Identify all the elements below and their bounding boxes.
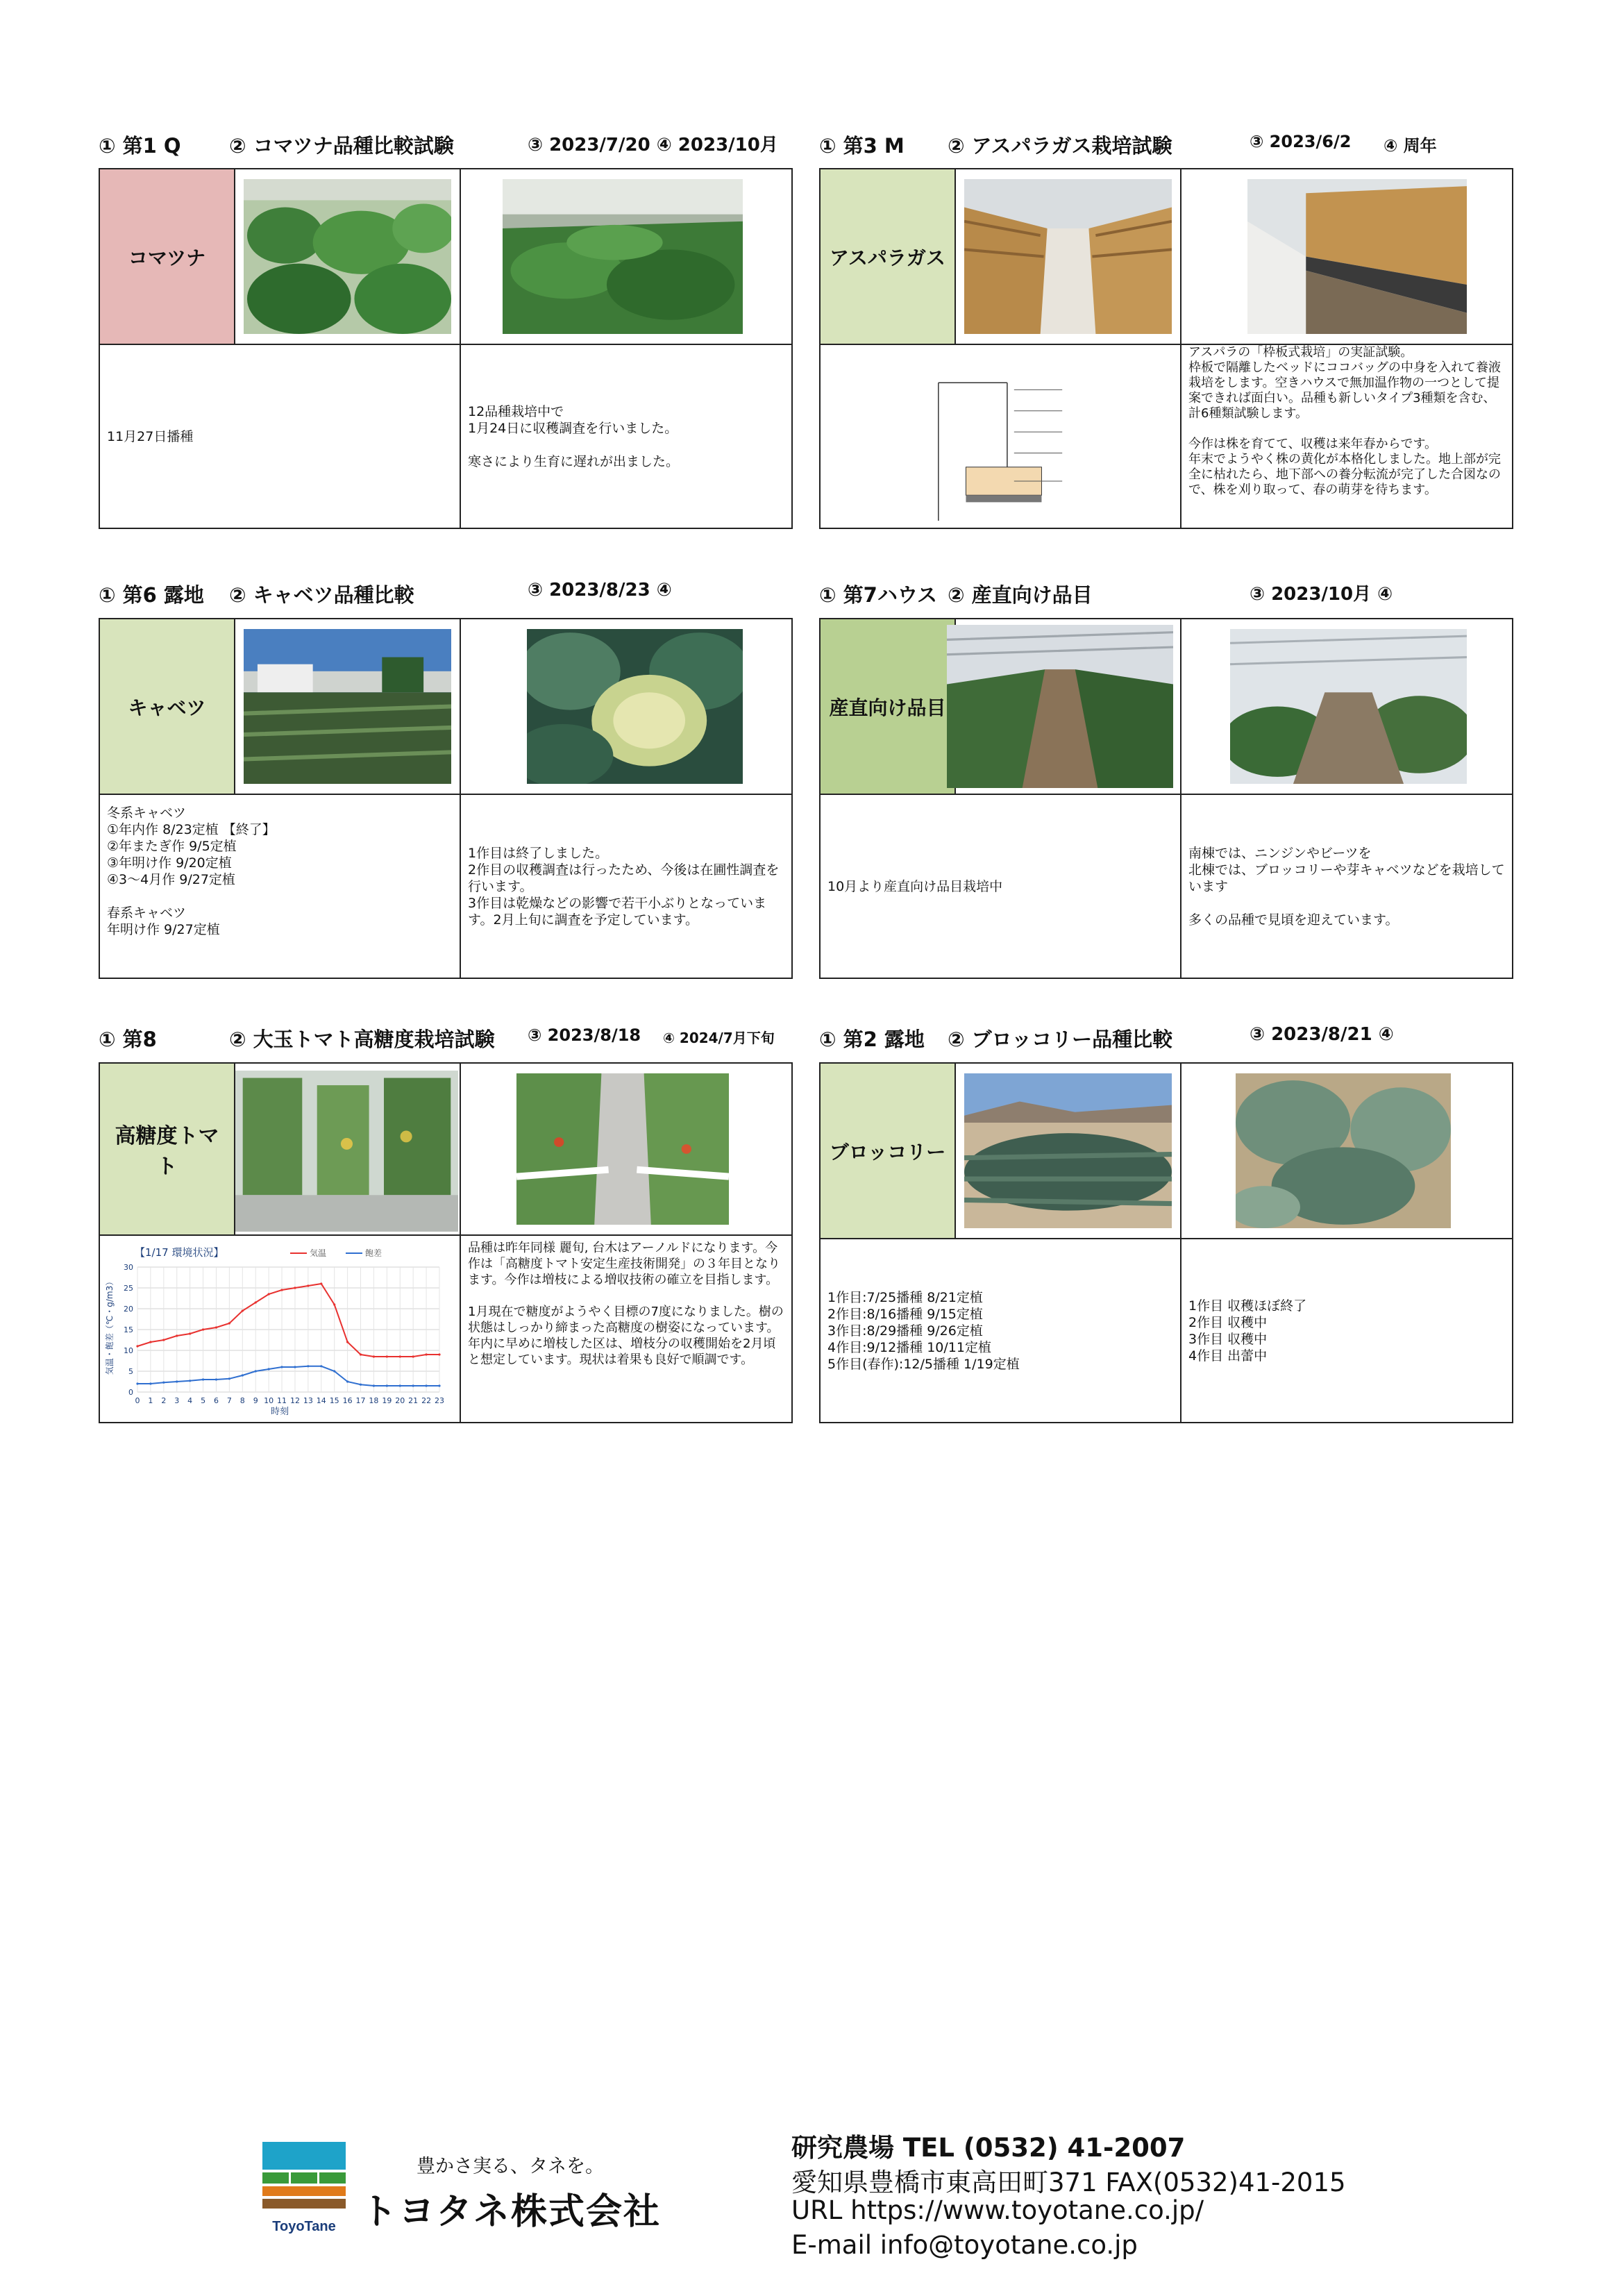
- tomato-photo-2: [516, 1073, 729, 1225]
- panel-number: ① 第8: [99, 1028, 157, 1051]
- panel-dates: ③ 2023/7/20 ④ 2023/10月: [528, 135, 778, 156]
- data-point: [242, 1374, 244, 1376]
- x-tick-label: 7: [226, 1396, 232, 1405]
- data-point: [162, 1339, 165, 1341]
- y-tick-label: 0: [128, 1388, 133, 1397]
- x-tick-label: 10: [264, 1396, 274, 1405]
- data-point: [386, 1384, 388, 1386]
- data-point: [176, 1334, 178, 1336]
- data-point: [255, 1301, 257, 1303]
- data-point: [280, 1366, 283, 1368]
- photo-cell: [235, 1064, 461, 1236]
- data-point: [255, 1370, 257, 1372]
- crop-label: コマツナ: [100, 169, 235, 345]
- data-point: [425, 1353, 427, 1355]
- data-point: [176, 1380, 178, 1382]
- photo-cell: [461, 619, 791, 795]
- data-point: [333, 1303, 335, 1305]
- chart-xlabel: 時刻: [270, 1407, 289, 1417]
- website-url[interactable]: URL https://www.toyotane.co.jp/: [791, 2195, 1204, 2225]
- company-name: トヨタネ株式会社: [361, 2191, 662, 2233]
- x-tick-label: 5: [201, 1396, 206, 1405]
- x-tick-label: 2: [161, 1396, 167, 1405]
- data-point: [149, 1341, 151, 1343]
- data-point: [399, 1355, 401, 1357]
- data-point: [320, 1282, 322, 1284]
- panel-dates: ③ 2023/8/23 ④: [528, 580, 672, 601]
- x-tick-label: 0: [135, 1396, 140, 1405]
- data-point: [346, 1380, 348, 1382]
- panel-number: ① 第1 Q: [99, 134, 181, 158]
- data-point: [320, 1365, 322, 1367]
- panel-number: ① 第3 M: [819, 134, 905, 158]
- data-point: [412, 1384, 414, 1386]
- x-tick-label: 6: [213, 1396, 219, 1405]
- logo-brand: ToyoTane: [272, 2219, 336, 2234]
- photo-cell: [956, 1064, 1181, 1239]
- trial-note: 品種は昨年同様 麗旬, 台木はアーノルドになります。今作は「高糖度トマト安定生産技術開発」の３年目となります。今作は増枝による増収技術の確立を目指します。 1月現在で糖度がようやく目標の7度になりました。樹の状態はしっかり締まった高糖度の樹姿になっています。年内に早めに増枝した区は、増枝分の収穫開始を2月頃と想定しています。現状は着果も良好で順調です。: [468, 1241, 784, 1367]
- farm-phone: 研究農場 TEL (0532) 41-2007: [791, 2133, 1186, 2163]
- x-tick-label: 13: [303, 1396, 313, 1405]
- bed-structure-diagram: [925, 352, 1076, 521]
- photo-cell: [947, 619, 1181, 795]
- data-point: [215, 1326, 217, 1328]
- panel-number: ① 第7ハウス: [819, 583, 937, 607]
- progress-note: 1作目は終了しました。 2作目の収穫調査は行ったため、今後は在圃性調査を行います。 3作目は乾燥などの影響で若干小ぶりとなっています。2月上旬に調査を予定しています。: [468, 845, 780, 928]
- panel-title: ② ブロッコリー品種比較: [948, 1028, 1173, 1051]
- data-point: [386, 1355, 388, 1357]
- panel-broccoli: [819, 1062, 1513, 1423]
- photo-cell: [1181, 169, 1512, 345]
- chart-title: 【1/17 環境状況】: [135, 1246, 224, 1259]
- komatsuna-photo-1: [244, 179, 451, 334]
- asparagus-photo-2: [1247, 179, 1467, 334]
- x-tick-label: 9: [253, 1396, 258, 1405]
- x-tick-label: 16: [342, 1396, 353, 1405]
- data-point: [228, 1322, 230, 1324]
- progress-note: 12品種栽培中で 1月24日に収穫調査を行いました。 寒さにより生育に遅れが出ました。: [468, 403, 680, 469]
- y-tick-label: 30: [124, 1263, 133, 1272]
- data-point: [360, 1384, 362, 1386]
- photo-cell: [235, 619, 461, 795]
- y-tick-label: 25: [124, 1284, 133, 1293]
- panel-dates: ③ 2023/10月 ④: [1250, 584, 1393, 605]
- data-point: [412, 1355, 414, 1357]
- tomato-photo-1: [235, 1071, 458, 1232]
- asparagus-photo-1: [964, 179, 1172, 334]
- legend-label: 気温: [310, 1248, 327, 1258]
- address-fax: 愛知県豊橋市東高田町371 FAX(0532)41-2015: [791, 2168, 1346, 2197]
- y-tick-label: 20: [124, 1305, 133, 1314]
- data-point: [162, 1382, 165, 1384]
- x-tick-label: 8: [239, 1396, 245, 1405]
- panel-tomato: [99, 1062, 793, 1423]
- company-logo: [262, 2142, 346, 2239]
- direct-sales-photo-2: [1230, 629, 1467, 784]
- x-tick-label: 19: [382, 1396, 392, 1405]
- panel-dates: ③ 2023/8/18: [528, 1025, 641, 1045]
- photo-cell: [956, 169, 1181, 345]
- crop-label: ブロッコリー: [821, 1064, 956, 1239]
- data-point: [307, 1365, 309, 1367]
- x-tick-label: 4: [187, 1396, 193, 1405]
- data-point: [189, 1380, 191, 1382]
- data-point: [268, 1368, 270, 1370]
- photo-cell: [461, 169, 791, 345]
- environment-chart-cell: [100, 1236, 461, 1422]
- data-point: [399, 1384, 401, 1386]
- environment-chart: [103, 1239, 457, 1418]
- data-point: [294, 1366, 296, 1368]
- data-point: [202, 1328, 204, 1330]
- data-point: [438, 1353, 440, 1355]
- data-point: [242, 1309, 244, 1312]
- planting-note: 冬系キャベツ ①年内作 8/23定植 【終了】 ②年またぎ作 9/5定植 ③年明け作 9/20定植 ④3～4月作 9/27定植 春系キャベツ 年明け作 9/27定植: [100, 795, 461, 978]
- panel-number: ① 第2 露地: [819, 1028, 925, 1051]
- legend-label: 飽差: [365, 1248, 382, 1258]
- panel-direct-sales: [819, 618, 1513, 979]
- x-tick-label: 17: [355, 1396, 366, 1405]
- panel-title: ② 産直向け品目: [948, 583, 1093, 607]
- data-point: [215, 1378, 217, 1380]
- data-point: [149, 1382, 151, 1384]
- x-tick-label: 23: [435, 1396, 444, 1405]
- data-point: [307, 1284, 309, 1287]
- broccoli-photo-2: [1236, 1073, 1451, 1228]
- photo-cell: [461, 1064, 791, 1236]
- progress-note: 南棟では、ニンジンやビーツを 北棟では、ブロッコリーや芽キャベツなどを栽培しています 多くの品種で見頃を迎えています。: [1188, 845, 1505, 928]
- data-point: [228, 1377, 230, 1380]
- y-tick-label: 5: [128, 1367, 133, 1376]
- trial-note: アスパラの「枠板式栽培」の実証試験。 枠板で隔離したベッドにココバッグの中身を入れて養液栽培をします。空きハウスで無加温作物の一つとして提案できれば面白い。品種も新しいタイプ3種類を含む、計6種類試験します。 今作は株を育てて、収穫は来年春からです。 年末でようやく株の黄化が本格化しました。地上部が完全に枯れたら、地下部への養分転流が完了した合図なので、株を刈り取って、春の萌芽を待ちます。: [1188, 345, 1501, 497]
- broccoli-photo-1: [964, 1073, 1172, 1228]
- x-tick-label: 18: [369, 1396, 379, 1405]
- photo-cell: [1181, 1064, 1512, 1239]
- data-point: [346, 1341, 348, 1343]
- data-point: [202, 1378, 204, 1380]
- x-tick-label: 15: [329, 1396, 339, 1405]
- email-address[interactable]: E-mail info@toyotane.co.jp: [791, 2230, 1138, 2260]
- panel-title: ② キャベツ品種比較: [229, 583, 414, 607]
- y-tick-label: 10: [124, 1346, 133, 1355]
- x-tick-label: 14: [316, 1396, 326, 1405]
- panel-komatsuna: [99, 168, 793, 529]
- data-point: [294, 1287, 296, 1289]
- x-tick-label: 22: [421, 1396, 432, 1405]
- x-tick-label: 3: [174, 1396, 180, 1405]
- data-point: [373, 1355, 375, 1357]
- x-tick-label: 11: [277, 1396, 287, 1405]
- data-point: [438, 1384, 440, 1386]
- panel-number: ① 第6 露地: [99, 583, 204, 607]
- komatsuna-photo-2: [503, 179, 743, 334]
- data-point: [360, 1353, 362, 1355]
- x-tick-label: 21: [408, 1396, 419, 1405]
- data-point: [189, 1332, 191, 1334]
- panel-dates: ③ 2023/8/21 ④: [1250, 1024, 1394, 1045]
- panel-period: ④ 2024/7月下旬: [663, 1030, 775, 1046]
- x-tick-label: 20: [395, 1396, 405, 1405]
- planting-note: 1作目:7/25播種 8/21定植 2作目:8/16播種 9/15定植 3作目:8/29播種 9/26定植 4作目:9/12播種 10/11定植 5作目(春作):12/5播種 1/19定植: [821, 1239, 1181, 1422]
- progress-note: 1作目 収穫ほぼ終了 2作目 収穫中 3作目 収穫中 4作目 出蕾中: [1188, 1298, 1307, 1364]
- planting-note: 10月より産直向け品目栽培中: [821, 795, 1181, 978]
- data-point: [280, 1289, 283, 1291]
- data-point: [136, 1345, 138, 1347]
- panel-title: ② アスパラガス栽培試験: [948, 134, 1172, 158]
- photo-cell: [1181, 619, 1512, 795]
- panel-period: ④ 周年: [1384, 136, 1437, 156]
- x-tick-label: 12: [289, 1396, 300, 1405]
- y-tick-label: 15: [124, 1325, 133, 1334]
- crop-label: 産直向け品目: [821, 619, 956, 795]
- crop-label: アスパラガス: [821, 169, 956, 345]
- direct-sales-photo-1: [947, 625, 1173, 788]
- crop-label: 高糖度トマト: [100, 1064, 235, 1236]
- data-point: [373, 1384, 375, 1386]
- data-point: [425, 1384, 427, 1386]
- photo-cell: [235, 169, 461, 345]
- panel-title: ② コマツナ品種比較試験: [229, 134, 454, 158]
- panel-title: ② 大玉トマト高糖度栽培試験: [229, 1028, 495, 1051]
- planting-note: 11月27日播種: [100, 345, 461, 528]
- panel-asparagus: [819, 168, 1513, 529]
- panel-cabbage: [99, 618, 793, 979]
- crop-label: キャベツ: [100, 619, 235, 795]
- x-tick-label: 1: [148, 1396, 153, 1405]
- panel-dates: ③ 2023/6/2: [1250, 132, 1352, 151]
- cabbage-photo-2: [527, 629, 743, 784]
- data-point: [136, 1382, 138, 1384]
- data-point: [268, 1293, 270, 1295]
- chart-ylabel: 気温・飽差（℃・g/m3）: [105, 1277, 115, 1375]
- series-line-1: [137, 1366, 439, 1386]
- data-point: [333, 1370, 335, 1372]
- cabbage-photo-1: [244, 629, 451, 784]
- series-line-0: [137, 1284, 439, 1357]
- diagram-cell: [821, 345, 1181, 528]
- slogan: 豊かさ実る、タネを。: [417, 2156, 604, 2177]
